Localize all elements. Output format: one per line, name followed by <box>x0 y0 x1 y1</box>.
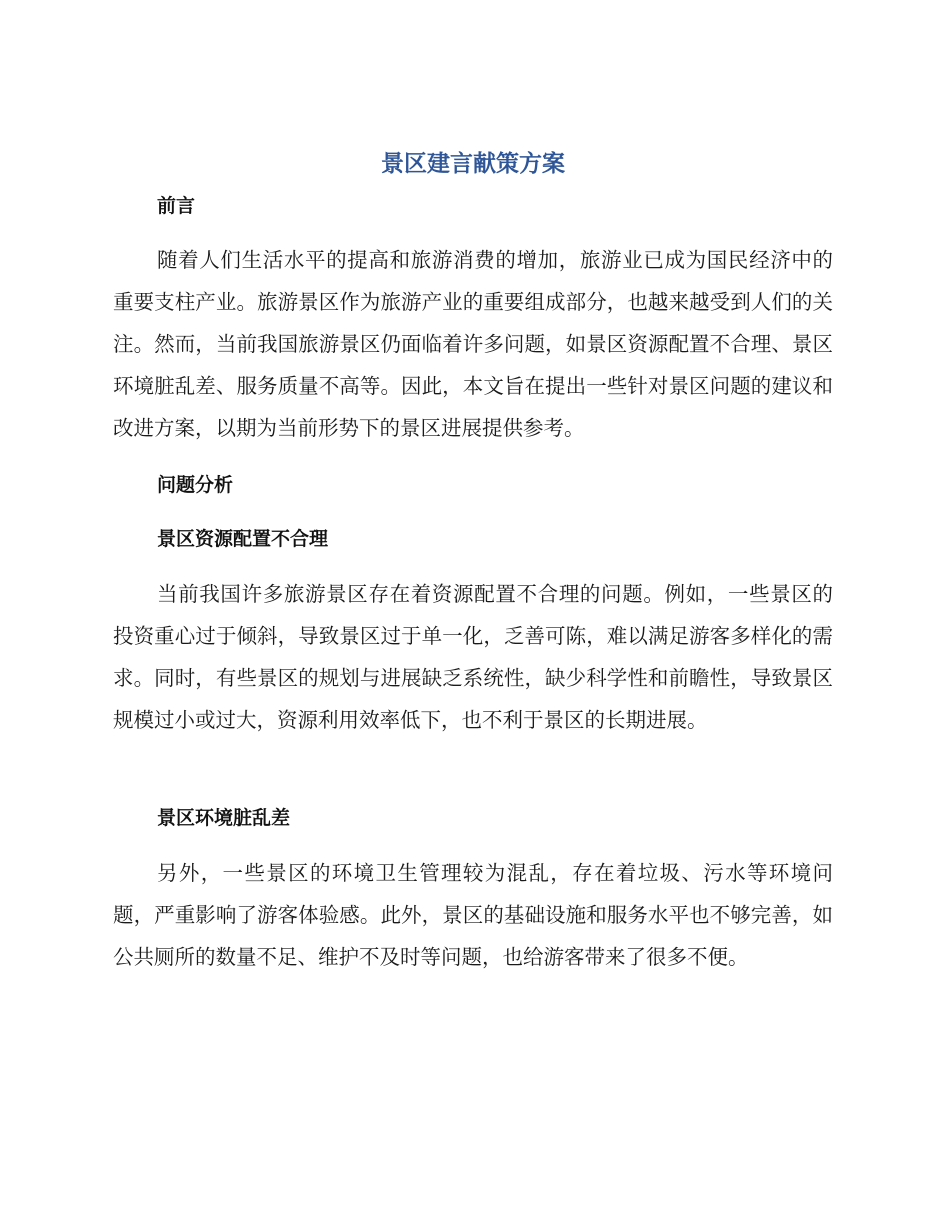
resource-heading: 景区资源配置不合理 <box>157 528 329 550</box>
resource-paragraph: 当前我国许多旅游景区存在着资源配置不合理的问题。例如，一些景区的投资重心过于倾斜，导致景区过于单一化，乏善可陈，难以满足游客多样化的需求。同时，有些景区的规划与进展缺乏系统性，缺少科学性和前瞻性，导致景区规模过小或过大，资源利用效率低下，也不利于景区的长期进展。 <box>113 582 833 732</box>
preface-heading: 前言 <box>157 195 196 217</box>
document-title: 景区建言献策方案 <box>381 151 565 177</box>
analysis-heading: 问题分析 <box>157 474 234 496</box>
preface-paragraph: 随着人们生活水平的提高和旅游消费的增加，旅游业已成为国民经济中的重要支柱产业。旅游景区作为旅游产业的重要组成部分，也越来越受到人们的关注。然而，当前我国旅游景区仍面临着许多问题，如景区资源配置不合理、景区环境脏乱差、服务质量不高等。因此，本文旨在提出一些针对景区问题的建议和改进方案，以期为当前形势下的景区进展提供参考。 <box>113 248 833 440</box>
environment-paragraph: 另外，一些景区的环境卫生管理较为混乱，存在着垃圾、污水等环境问题，严重影响了游客体验感。此外，景区的基础设施和服务水平也不够完善，如公共厕所的数量不足、维护不及时等问题，也给游客带来了很多不便。 <box>113 861 833 969</box>
environment-heading: 景区环境脏乱差 <box>157 807 291 829</box>
